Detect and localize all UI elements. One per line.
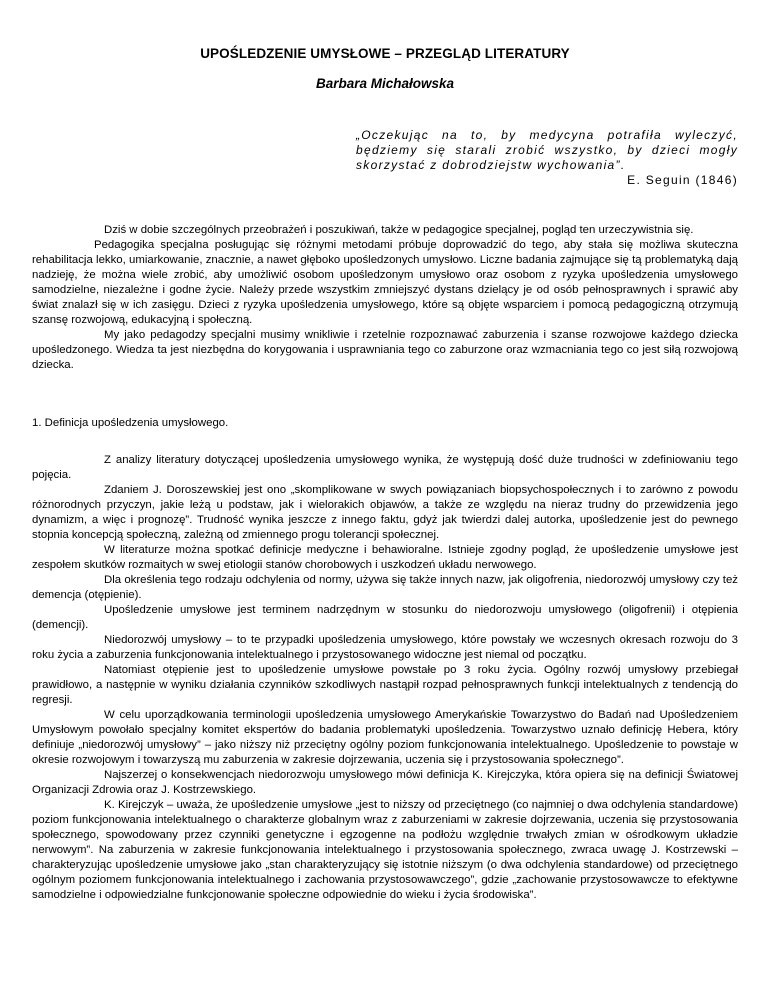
section-paragraph: Niedorozwój umysłowy – to te przypadki upośledzenia umysłowego, które powstały we wczesnych okresach rozwoju do 3 roku życia a zaburzenia funkcjonowania intelektualnego i przystosowanego widoczne jest niemal od początku. (32, 634, 738, 661)
section-paragraph: Z analizy literatury dotyczącej upośledzenia umysłowego wynika, że występują dość duże trudności w zdefiniowaniu tego pojęcia. (32, 454, 738, 481)
document-title: UPOŚLEDZENIE UMYSŁOWE – PRZEGLĄD LITERATURY (200, 46, 570, 61)
section-body (32, 453, 738, 903)
section-heading: 1. Definicja upośledzenia umysłowego. (32, 417, 229, 429)
intro-section (32, 223, 738, 373)
section-paragraph: Zdaniem J. Doroszewskiej jest ono „skomplikowane w swych powiązaniach biopsychospołecznych i to zarówno z powodu różnorodnych przyczyn, jakie leżą u podstaw, jak i wielorakich objawów, a także ze względu na nieraz trudny do przewidzenia jego dynamizm, a więc i prognozę”. Trudność wynika jeszcze z innego faktu, gdyż jak twierdzi dalej autorka, upośledzenie jest do pewnego stopnia koncepcją społeczną, zależną od zmiennego progu tolerancji społecznej. (32, 484, 738, 541)
author-name: Barbara Michałowska (315, 76, 455, 91)
epigraph-quote: „Oczekując na to, by medycyna potrafiła wyleczyć, będziemy się starali zrobić wszystko, by dzieci mogły skorzystać z dobrodziejstw wychowania”. (356, 128, 738, 172)
section-paragraph: Dla określenia tego rodzaju odchylenia od normy, używa się także innych nazw, jak oligofrenia, niedorozwój umysłowy czy też demencja (otępienie). (32, 574, 738, 601)
section-paragraph: W celu uporządkowania terminologii upośledzenia umysłowego Amerykańskie Towarzystwo do Badań nad Upośledzeniem Umysłowym powołało specjalny komitet ekspertów do badania problematyki upośledzenia. Towarzystwo uznało definicję Hebera, który definiuje „niedorozwój umysłowy” – jako niższy niż przeciętny ogólny poziom funkcjonowania intelektualnego. Upośledzenie to powstaje w okresie rozwojowym i towarzyszą mu zaburzenia w zakresie dojrzewania, uczenia się i przystosowania społecznego”. (32, 709, 738, 766)
document-page (32, 30, 738, 903)
epigraph-attribution: E. Seguin (1846) (627, 173, 738, 187)
section-paragraph: W literaturze można spotkać definicje medyczne i behawioralne. Istnieje zgodny pogląd, że upośledzenie umysłowe jest zespołem skutków rozmaitych w swej etiologii stanów chorobowych i uszkodzeń układu nerwowego. (32, 544, 738, 571)
epigraph (32, 128, 738, 188)
intro-paragraph: My jako pedagodzy specjalni musimy wnikliwie i rzetelnie rozpoznawać zaburzenia i szanse rozwojowe każdego dziecka upośledzonego. Wiedza ta jest niezbędna do korygowania i usprawniania tego co zaburzone oraz wzmacniania tego co jest siłą rozwojową dziecka. (32, 329, 738, 371)
section-paragraph: Najszerzej o konsekwencjach niedorozwoju umysłowego mówi definicja K. Kirejczyka, która opiera się na definicji Światowej Organizacji Zdrowia oraz J. Kostrzewskiego. (32, 769, 738, 796)
section-paragraph: Natomiast otępienie jest to upośledzenie umysłowe powstałe po 3 roku życia. Ogólny rozwój umysłowy przebiegał prawidłowo, a następnie w wyniku działania czynników szkodliwych nastąpił rozpad pełnosprawnych funkcji intelektualnych z tendencją do regresji. (32, 664, 738, 706)
intro-paragraph: Pedagogika specjalna posługując się różnymi metodami próbuje doprowadzić do tego, aby stała się możliwa skuteczna rehabilitacja lekko, umiarkowanie, znacznie, a nawet głęboko upośledzonych umysłowo. Liczne badania zajmujące się tą problematyką dają nadzieję, że można wiele zrobić, aby umożliwić osobom upośledzonym umysłowo oraz osobom z ryzyka upośledzenia umysłowego samodzielne, niezależne i godne życie. Należy przede wszystkim zmniejszyć dystans dzielący je od osób pełnosprawnych i sprawić aby świat znalazł się w ich zasięgu. Dzieci z ryzyka upośledzenia umysłowego, które są objęte wsparciem i pomocą pedagogiczną otrzymują szansę rozwojową, edukacyjną i społeczną. (32, 239, 738, 326)
intro-paragraph: Dziś w dobie szczególnych przeobrażeń i poszukiwań, także w pedagogice specjalnej, pogląd ten urzeczywistnia się. (104, 224, 694, 236)
section-paragraph: Upośledzenie umysłowe jest terminem nadrzędnym w stosunku do niedorozwoju umysłowego (oligofrenii) i otępienia (demencji). (32, 604, 738, 631)
section-paragraph: K. Kirejczyk – uważa, że upośledzenie umysłowe „jest to niższy od przeciętnego (co najmniej o dwa odchylenia standardowe) poziom funkcjonowania intelektualnego o charakterze globalnym wraz z zaburzeniami w zakresie dojrzewania, uczenia się przystosowania społecznego, spowodowany przez czynniki genetyczne i egzogenne na podłożu względnie trwałych zmian w ośrodkowym układzie nerwowym”. Na zaburzenia w zakresie funkcjonowania intelektualnego i przystosowania społecznego, zwraca uwagę J. Kostrzewski – charakteryzując upośledzenie umysłowe jako „stan charakteryzujący się istotnie niższym (o dwa odchylenia standardowe) od przeciętnego ogólnym poziomem funkcjonowania intelektualnego i zachowania przystosowawczego”, gdzie „zachowanie przystosowawcze to efektywne samodzielne i odpowiedzialne funkcjonowanie społeczne odpowiednie do wieku i życia środowiska”. (32, 799, 738, 901)
